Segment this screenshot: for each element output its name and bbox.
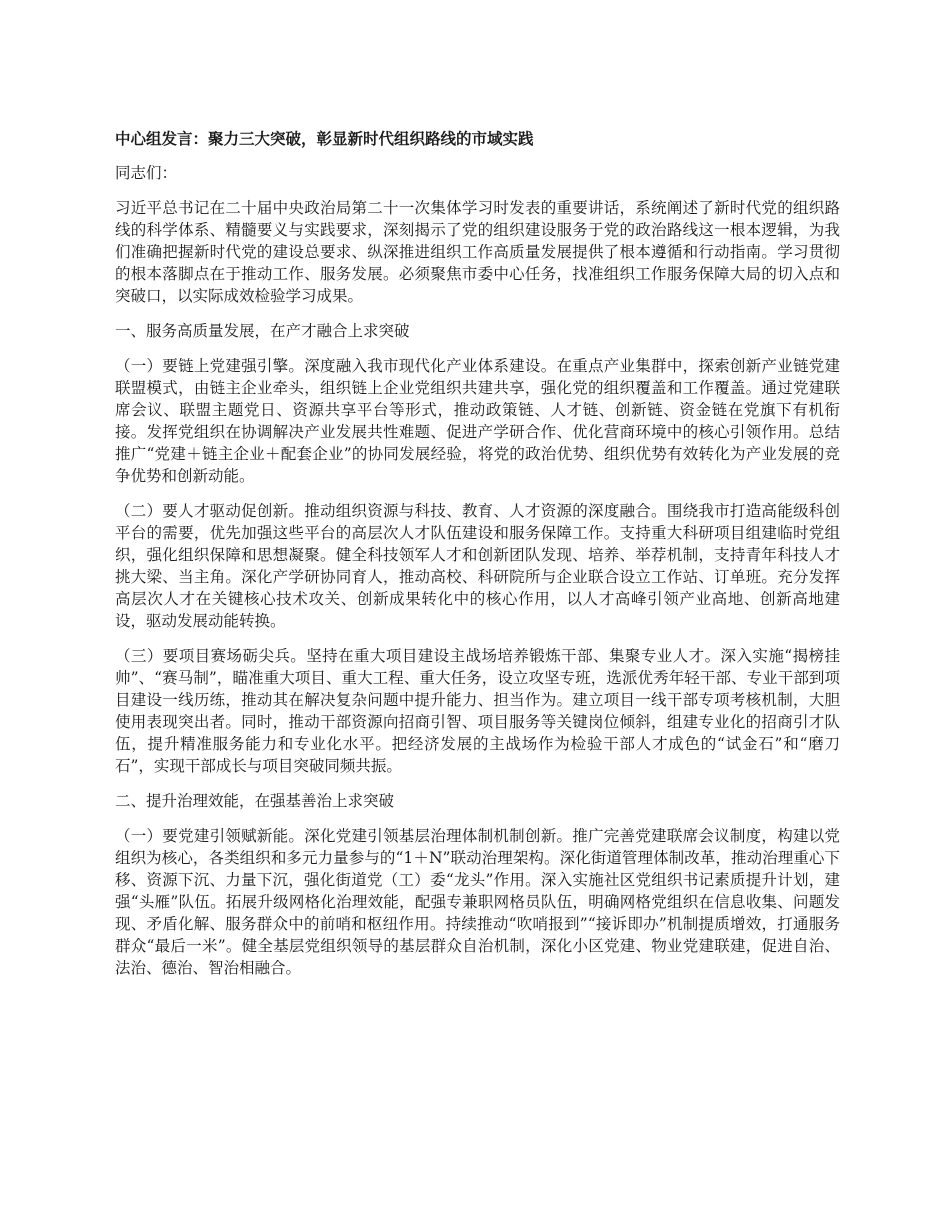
section-1-heading: 一、服务高质量发展，在产才融合上求突破 [115,322,410,340]
section-1-paragraph-1: （一）要链上党建强引擎。深度融入我市现代化产业体系建设。在重点产业集群中，探索创新产业链党建联盟模式，由链主企业牵头，组织链上企业党组织共建共享，强化党的组织覆盖和工作覆盖。通过党建联席会议、联盟主题党日、资源共享平台等形式，推动政策链、人才链、创新链、资金链在党旗下有机衔接。发挥党组织在协调解决产业发展共性难题、促进产学研合作、优化营商环境中的核心引领作用。总结推广“党建＋链主企业＋配套企业”的协同发展经验，将党的政治优势、组织优势有效转化为产业发展的竞争优势和创新动能。 [115,357,840,485]
section-1-paragraph-2: （二）要人才驱动促创新。推动组织资源与科技、教育、人才资源的深度融合。围绕我市打造高能级科创平台的需要，优先加强这些平台的高层次人才队伍建设和服务保障工作。支持重大科研项目组建临时党组织，强化组织保障和思想凝聚。健全科技领军人才和创新团队发现、培养、举荐机制，支持青年科技人才挑大梁、当主角。深化产学研协同育人，推动高校、科研院所与企业联合设立工作站、订单班。充分发挥高层次人才在关键核心技术攻关、创新成果转化中的核心作用，以人才高峰引领产业高地、创新高地建设，驱动发展动能转换。 [115,502,840,630]
document-title: 中心组发言：聚力三大突破，彰显新时代组织路线的市域实践 [115,129,534,148]
salutation: 同志们： [115,164,178,182]
section-2-paragraph-1: （一）要党建引领赋新能。深化党建引领基层治理体制机制创新。推广完善党建联席会议制度，构建以党组织为核心，各类组织和多元力量参与的“1＋N”联动治理架构。深化街道管理体制改革，推动治理重心下移、资源下沉、力量下沉，强化街道党（工）委“龙头”作用。深入实施社区党组织书记素质提升计划，建强“头雁”队伍。拓展升级网格化治理效能，配强专兼职网格员队伍，明确网格党组织在信息收集、问题发现、矛盾化解、服务群众中的前哨和枢纽作用。持续推动“吹哨报到”“接诉即办”机制提质增效，打通服务群众“最后一米”。健全基层党组织领导的基层群众自治机制，深化小区党建、物业党建联建，促进自治、法治、德治、智治相融合。 [115,827,840,977]
section-2-heading: 二、提升治理效能，在强基善治上求突破 [115,792,395,810]
intro-paragraph: 习近平总书记在二十届中央政治局第二十一次集体学习时发表的重要讲话，系统阐述了新时代党的组织路线的科学体系、精髓要义与实践要求，深刻揭示了党的组织建设服务于党的政治路线这一根本逻辑，为我们准确把握新时代党的建设总要求、纵深推进组织工作高质量发展提供了根本遵循和行动指南。学习贯彻的根本落脚点在于推动工作、服务发展。必须聚焦市委中心任务，找准组织工作服务保障大局的切入点和突破口，以实际成效检验学习成果。 [115,199,840,305]
document-page [115,128,840,992]
section-1-paragraph-3: （三）要项目赛场砺尖兵。坚持在重大项目建设主战场培养锻炼干部、集聚专业人才。深入实施“揭榜挂帅”、“赛马制”，瞄准重大项目、重大工程、重大任务，设立攻坚专班，选派优秀年轻干部、专业干部到项目建设一线历练，推动其在解决复杂问题中提升能力、担当作为。建立项目一线干部专项考核机制，大胆使用表现突出者。同时，推动干部资源向招商引智、项目服务等关键岗位倾斜，组建专业化的招商引才队伍，提升精准服务能力和专业化水平。把经济发展的主战场作为检验干部人才成色的“试金石”和“磨刀石”，实现干部成长与项目突破同频共振。 [115,647,840,775]
